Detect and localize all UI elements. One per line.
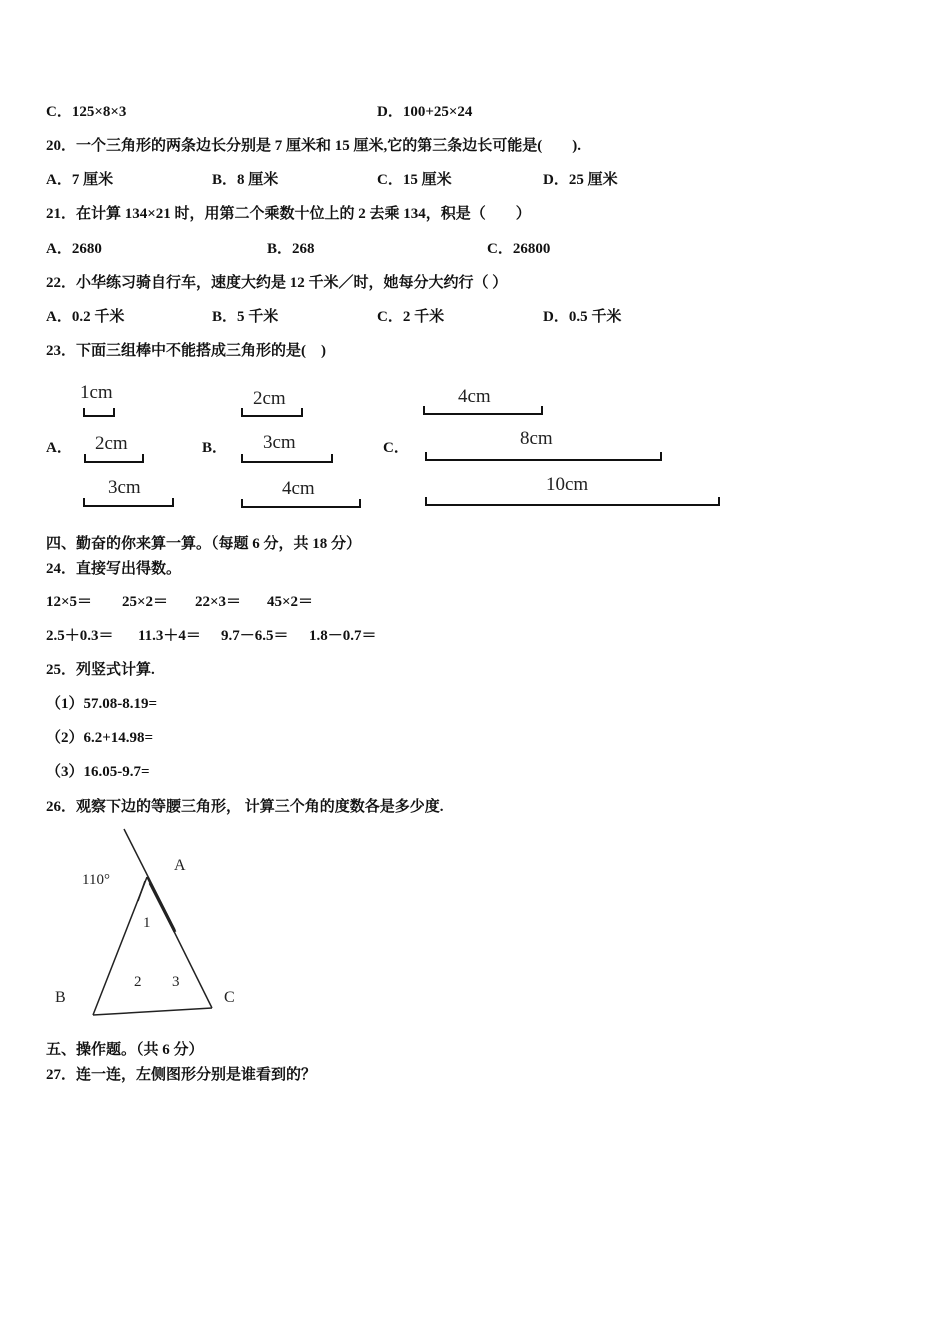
angle-3-label: 3	[172, 974, 180, 990]
stick-b1-label: 2cm	[253, 388, 286, 409]
q24-row2-item3: 9.7－6.5＝	[221, 628, 289, 644]
q24-row1-item4: 45×2＝	[267, 594, 314, 610]
stick-c2	[426, 452, 661, 460]
stick-b2	[242, 454, 332, 462]
q27-stem: 27．连一连，左侧图形分别是谁看到的？	[46, 1067, 317, 1083]
q23-stem: 23．下面三组棒中不能搭成三角形的是( )	[46, 343, 326, 359]
angle-110-label: 110°	[82, 872, 110, 888]
vertex-c-label: C	[224, 989, 235, 1006]
stick-a3-label: 3cm	[108, 477, 141, 498]
stick-a2	[85, 454, 143, 462]
q21-option-c: C．26800	[487, 241, 551, 257]
stick-b2-label: 3cm	[263, 432, 296, 453]
q24-row2-item1: 2.5＋0.3＝	[46, 628, 114, 644]
q20-stem: 20．一个三角形的两条边长分别是 7 厘米和 15 厘米,它的第三条边长可能是( ).	[46, 138, 581, 154]
q23-group-c-label: C．	[383, 440, 409, 456]
q25-item2: （2）6.2+14.98=	[46, 730, 154, 746]
q20-option-a: A．7 厘米	[46, 172, 114, 188]
q24-row1-item3: 22×3＝	[195, 594, 242, 610]
q25-item3: （3）16.05-9.7=	[46, 764, 150, 780]
side-bc	[93, 1008, 212, 1015]
q22-option-a: A．0.2 千米	[46, 309, 125, 325]
q24-stem: 24．直接写出得数。	[46, 561, 182, 577]
stick-b3-label: 4cm	[282, 478, 315, 499]
q21-option-a: A．2680	[46, 241, 102, 257]
q23-group-a-label: A．	[46, 440, 72, 456]
q21-option-b: B．268	[267, 241, 315, 257]
q20-option-c: C．15 厘米	[377, 172, 452, 188]
stick-c1	[424, 406, 542, 414]
vertex-a-label: A	[174, 857, 186, 874]
q25-item1: （1）57.08-8.19=	[46, 696, 158, 712]
q19-option-c: C．125×8×3	[46, 104, 127, 120]
stick-a1-label: 1cm	[80, 382, 113, 403]
vertex-b-label: B	[55, 989, 66, 1006]
q24-row1-item2: 25×2＝	[122, 594, 169, 610]
q25-stem: 25．列竖式计算.	[46, 662, 155, 678]
q19-option-d: D．100+25×24	[377, 104, 473, 120]
q23-group-b-label: B．	[202, 440, 228, 456]
stick-a3	[84, 498, 173, 506]
side-ac-emphasis	[150, 883, 175, 932]
triangle-figure	[93, 829, 212, 1015]
stick-a2-label: 2cm	[95, 433, 128, 454]
stick-diagrams	[84, 406, 719, 507]
q22-option-c: C．2 千米	[377, 309, 445, 325]
q24-row1-item1: 12×5＝	[46, 594, 93, 610]
q22-option-b: B．5 千米	[212, 309, 279, 325]
stick-c2-label: 8cm	[520, 428, 553, 449]
stick-b1	[242, 408, 302, 416]
q24-row2-item2: 11.3＋4＝	[138, 628, 201, 644]
stick-b3	[242, 499, 360, 507]
angle-1-label: 1	[143, 915, 151, 931]
q24-row2-item4: 1.8－0.7＝	[309, 628, 377, 644]
q26-stem: 26．观察下边的等腰三角形， 计算三个角的度数各是多少度.	[46, 799, 444, 815]
stick-c3-label: 10cm	[546, 474, 589, 495]
stick-a1	[84, 408, 114, 416]
section-5-heading: 五、操作题。（共 6 分）	[46, 1042, 204, 1058]
section-4-heading: 四、勤奋的你来算一算。（每题 6 分，共 18 分）	[46, 536, 362, 552]
q22-option-d: D．0.5 千米	[543, 309, 622, 325]
stick-c3	[426, 497, 719, 505]
stick-c1-label: 4cm	[458, 386, 491, 407]
q21-stem: 21．在计算 134×21 时，用第二个乘数十位上的 2 去乘 134，积是（ ）	[46, 206, 531, 222]
angle-2-label: 2	[134, 974, 142, 990]
q20-option-b: B．8 厘米	[212, 172, 279, 188]
angle-mark	[138, 881, 145, 901]
q22-stem: 22．小华练习骑自行车，速度大约是 12 千米／时，她每分大约行（ ）	[46, 275, 508, 291]
q20-option-d: D．25 厘米	[543, 172, 618, 188]
